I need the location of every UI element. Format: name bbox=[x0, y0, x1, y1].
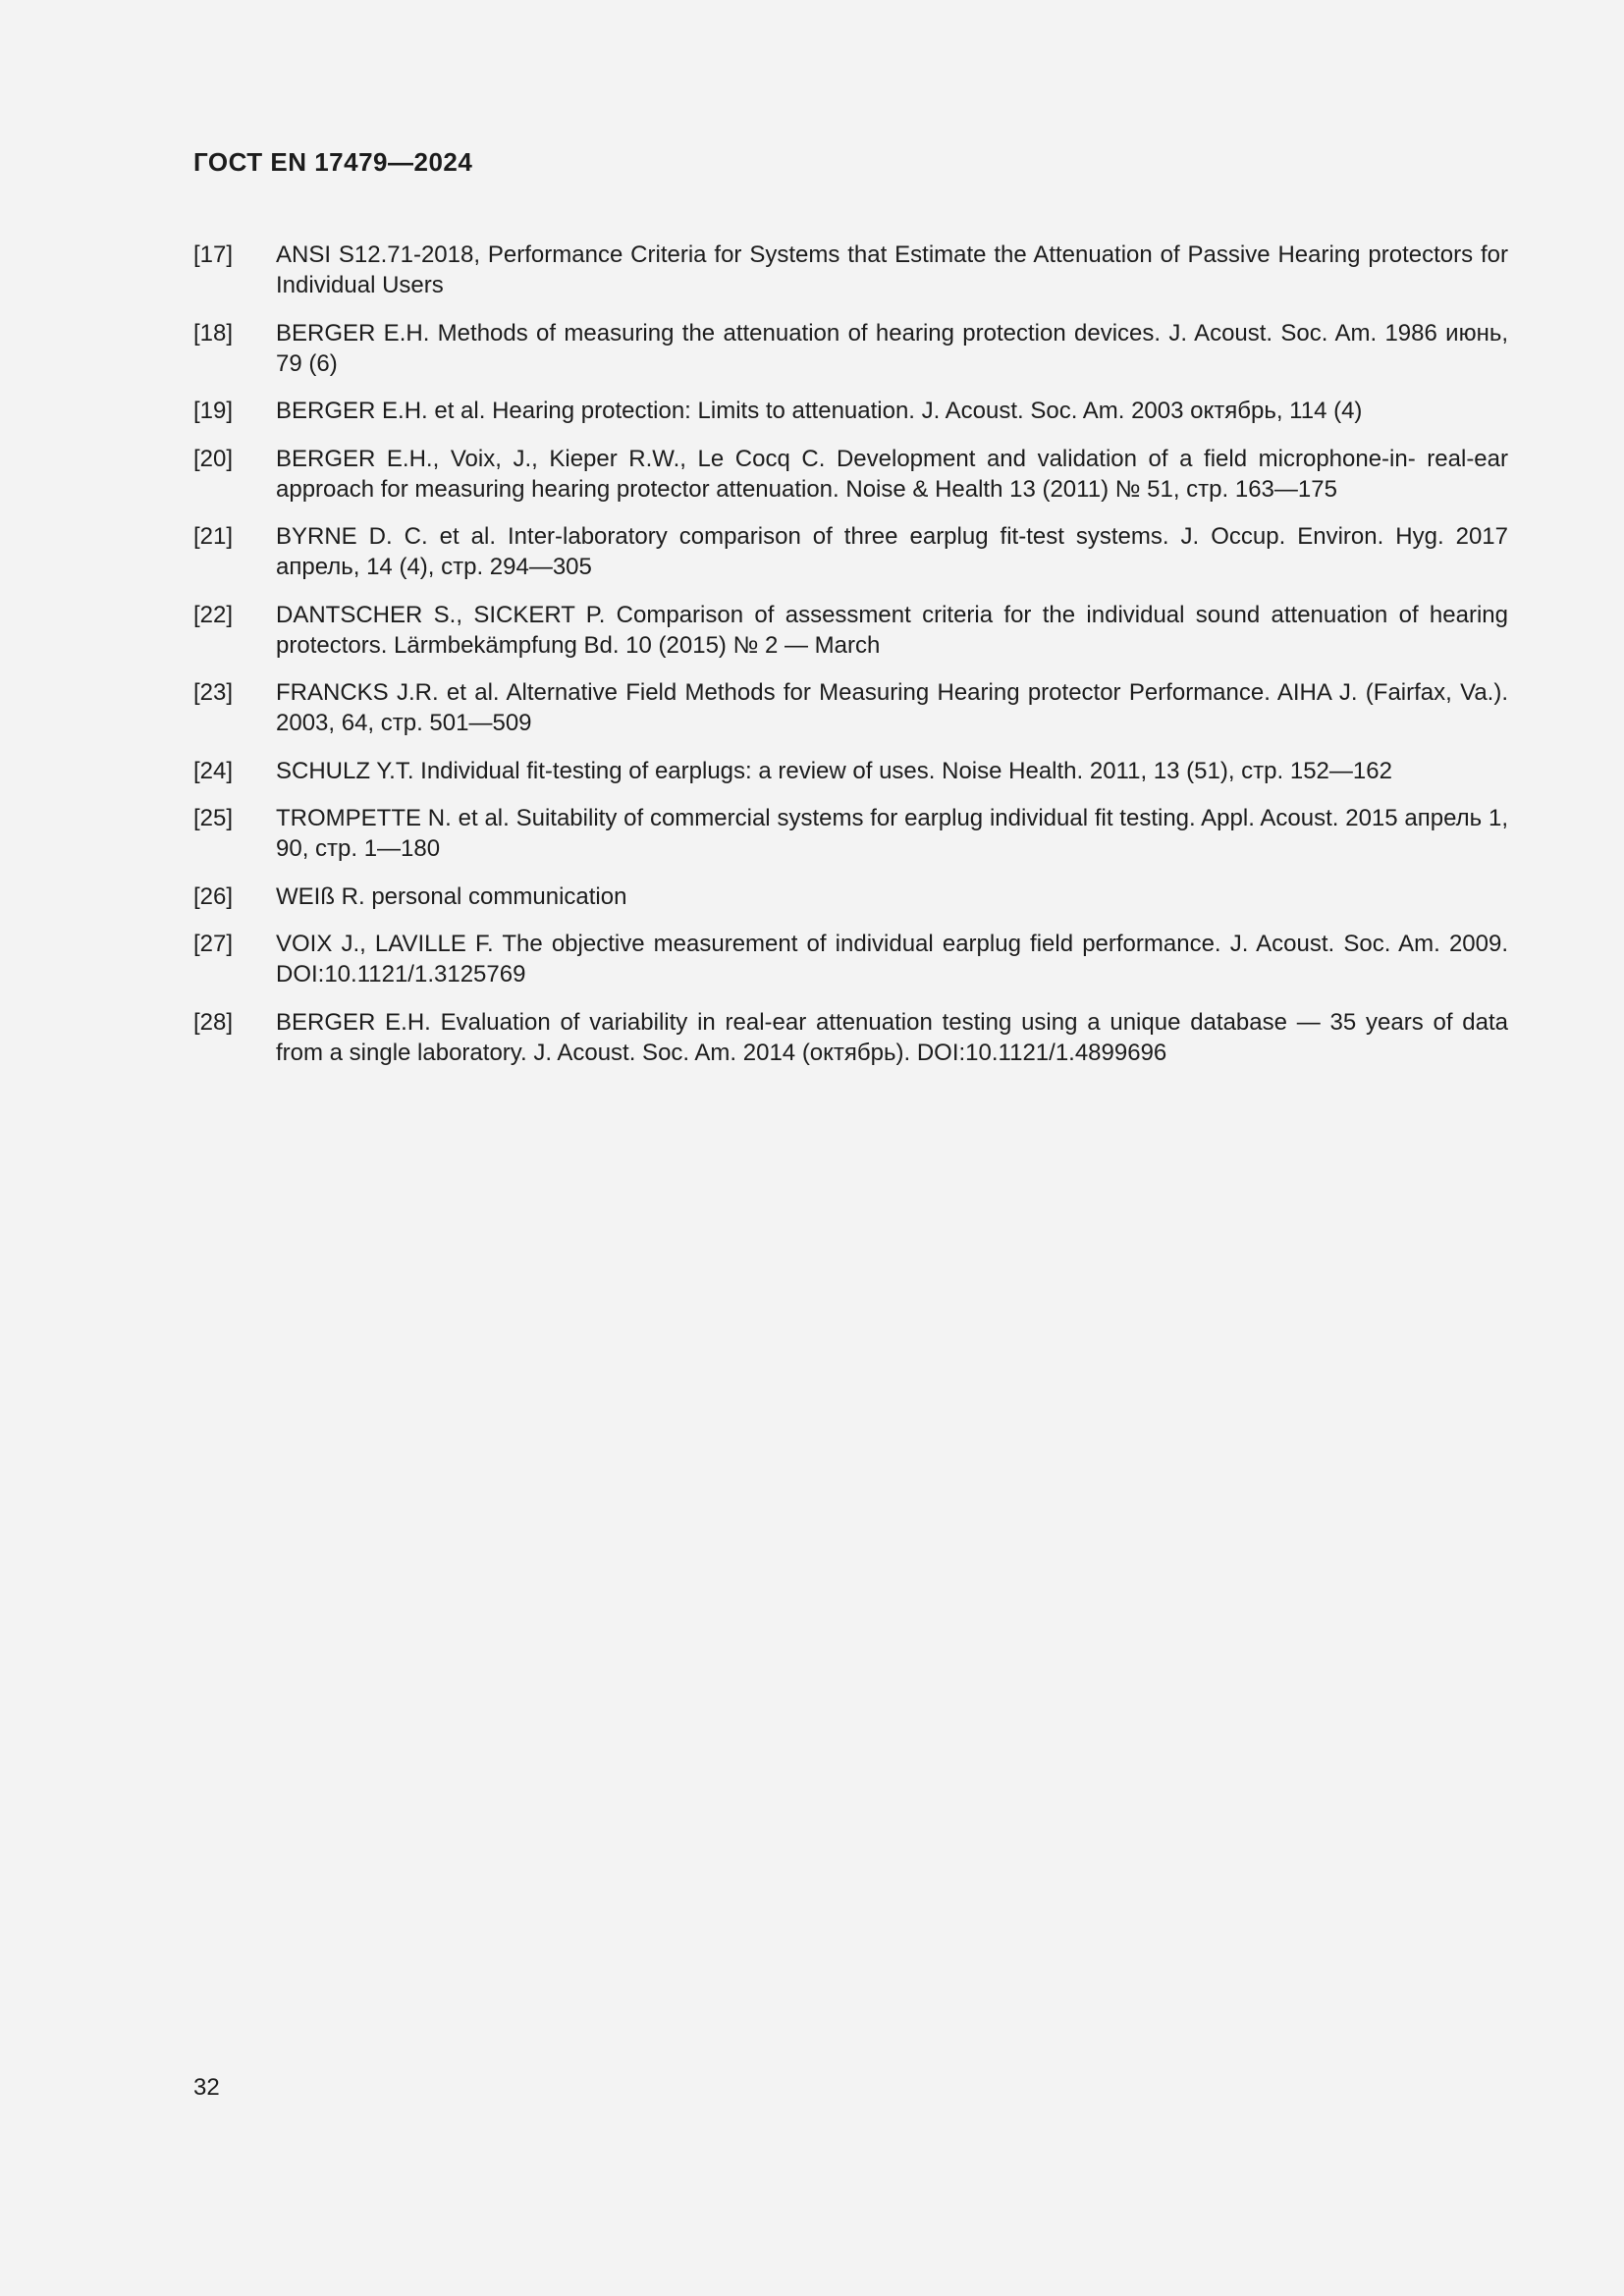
reference-item bbox=[193, 881, 1508, 912]
reference-text: FRANCKS J.R. et al. Alternative Field Methods for Measuring Hearing protector Performance. AIHA J. (Fairfax, Va.). 2003, 64, стр. 501—509 bbox=[276, 679, 1508, 736]
reference-item bbox=[193, 803, 1508, 864]
reference-number: [21] bbox=[193, 523, 234, 550]
reference-number: [18] bbox=[193, 319, 234, 347]
reference-text: BERGER E.H. Evaluation of variability in real-ear attenuation testing using a unique database — 35 years of data from a single laboratory. J. Acoust. Soc. Am. 2014 (октябрь). DOI:10.1121/1.4899696 bbox=[276, 1008, 1508, 1066]
reference-text: WEIß R. personal communication bbox=[276, 882, 627, 910]
reference-text: BYRNE D. C. et al. Inter-laboratory comparison of three earplug fit-test systems. J. Occup. Environ. Hyg. 2017 апрель, 14 (4), стр. 294—305 bbox=[276, 523, 1508, 580]
reference-item bbox=[193, 1007, 1508, 1068]
page-number: 32 bbox=[193, 2074, 220, 2101]
reference-item bbox=[193, 240, 1508, 300]
reference-text: BERGER E.H. et al. Hearing protection: Limits to attenuation. J. Acoust. Soc. Am. 2003 октябрь, 114 (4) bbox=[276, 398, 1363, 424]
reference-number: [22] bbox=[193, 601, 234, 628]
reference-text: ANSI S12.71-2018, Performance Criteria for Systems that Estimate the Attenuation of Passive Hearing protectors for Individual Users bbox=[276, 241, 1508, 298]
reference-item bbox=[193, 677, 1508, 738]
reference-number: [28] bbox=[193, 1008, 234, 1036]
document-header: ГОСТ EN 17479—2024 bbox=[193, 147, 473, 177]
reference-number: [20] bbox=[193, 445, 234, 472]
reference-text: BERGER E.H., Voix, J., Kieper R.W., Le Cocq C. Development and validation of a field microphone-in- real-ear approach for measuring hearing protector attenuation. Noise & Health 13 (2011) № 51, стр. 163—175 bbox=[276, 445, 1508, 503]
reference-number: [27] bbox=[193, 931, 234, 957]
reference-number: [23] bbox=[193, 679, 234, 706]
reference-number: [25] bbox=[193, 805, 234, 831]
reference-number: [19] bbox=[193, 398, 234, 424]
bibliography-list bbox=[193, 240, 1508, 1085]
reference-number: [17] bbox=[193, 241, 234, 268]
reference-item bbox=[193, 318, 1508, 379]
reference-text: BERGER E.H. Methods of measuring the attenuation of hearing protection devices. J. Acoust. Soc. Am. 1986 июнь, 79 (6) bbox=[276, 319, 1508, 377]
reference-text: DANTSCHER S., SICKERT P. Comparison of assessment criteria for the individual sound attenuation of hearing protectors. Lärmbekämpfung Bd. 10 (2015) № 2 — March bbox=[276, 601, 1508, 659]
reference-item bbox=[193, 521, 1508, 582]
reference-number: [26] bbox=[193, 882, 234, 910]
reference-item bbox=[193, 444, 1508, 505]
reference-number: [24] bbox=[193, 757, 234, 784]
reference-item bbox=[193, 600, 1508, 661]
reference-item bbox=[193, 929, 1508, 989]
reference-text: TROMPETTE N. et al. Suitability of commercial systems for earplug individual fit testing. Appl. Acoust. 2015 апрель 1, 90, стр. 1—180 bbox=[276, 805, 1508, 862]
reference-item bbox=[193, 756, 1508, 786]
reference-text: SCHULZ Y.T. Individual fit-testing of earplugs: a review of uses. Noise Health. 2011, 13 (51), стр. 152—162 bbox=[276, 757, 1392, 784]
reference-item bbox=[193, 396, 1508, 426]
reference-text: VOIX J., LAVILLE F. The objective measurement of individual earplug field performance. J. Acoust. Soc. Am. 2009. DOI:10.1121/1.3125769 bbox=[276, 931, 1508, 988]
